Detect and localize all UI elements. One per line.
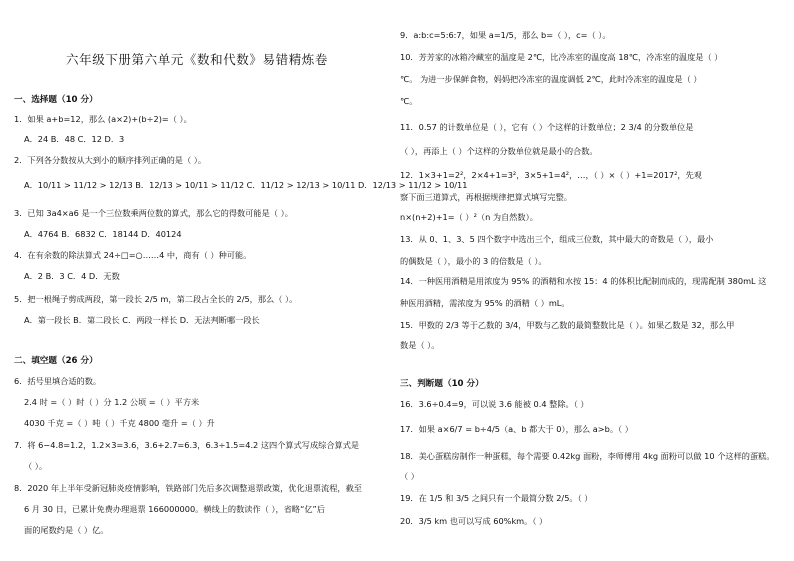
question-line: 13．从 0、1、3、5 四个数字中选出三个，组成三位数，其中最大的奇数是（ ），最小: [400, 234, 714, 244]
question-line: 2．下列各分数按从大到小的顺序排列正确的是（ ）。: [14, 155, 207, 165]
question-continuation: 4030 千克 =（ ）吨（ ）千克 4800 毫升 =（ ）升: [24, 418, 215, 428]
answer-options: A．10/11 > 11/12 > 12/13 B．12/13 > 10/11 > 11/12 C．11/12 > 12/13 > 10/11 D．12/13 > 11/12 > 10/11: [24, 180, 468, 190]
question-line: 19．在 1/5 和 3/5 之间只有一个最简分数 2/5。（ ）: [400, 493, 593, 503]
question-line: 20．3/5 km 也可以写成 60%km。（ ）: [400, 516, 548, 526]
question-line: 12．1×3+1=2²，2×4+1=3²，3×5+1=4²，…，（ ）×（ ）+1=2017²，先观: [400, 170, 702, 180]
question-line: 11．0.57 的计数单位是（ ），它有（ ）个这样的计数单位；2 3/4 的分数单位是: [400, 122, 694, 132]
question-line: 6．括号里填合适的数。: [14, 376, 102, 386]
answer-options: A．2 B．3 C．4 D．无数: [24, 271, 120, 281]
question-line: 1．如果 a+b=12，那么 (a×2)+(b÷2)=（ ）。: [14, 114, 192, 124]
question-continuation: n×(n+2)+1=（ ）²（n 为自然数）。: [400, 212, 538, 222]
question-continuation: ℃。: [400, 96, 418, 106]
question-line: 14．一种医用酒精是用浓度为 95% 的酒精和水按 15：4 的体积比配制而成的，现需配制 380mL 这: [400, 276, 767, 286]
question-continuation: 2.4 时 =（ ）时（ ）分 1.2 公顷 =（ ）平方米: [24, 397, 200, 407]
question-line: 17．如果 a×6/7 = b÷4/5（a、b 都大于 0），那么 a>b。（ ）: [400, 424, 633, 434]
section-heading: 二、填空题（26 分）: [14, 356, 98, 366]
question-line: 5．把一根绳子剪成两段，第一段长 2/5 m，第二段占全长的 2/5，那么（ ）。: [14, 294, 298, 304]
question-line: 15．甲数的 2/3 等于乙数的 3/4，甲数与乙数的最简整数比是（ ）。如果乙数是 32，那么甲: [400, 320, 735, 330]
question-line: 9．a:b:c=5:6:7，如果 a=1/5，那么 b=（ ），c=（ ）。: [400, 30, 611, 40]
question-continuation: 数是（ ）。: [400, 340, 440, 350]
answer-options: A．24 B．48 C．12 D．3: [24, 134, 125, 144]
question-continuation: 6 月 30 日，已累计免费办理退票 166000000。横线上的数读作（ ），省略“亿”后: [24, 504, 325, 514]
question-line: 7．将 6−4.8=1.2，1.2×3=3.6，3.6+2.7=6.3，6.3÷1.5=4.2 这四个算式写成综合算式是: [14, 440, 360, 450]
question-line: 3．已知 3a4×a6 是一个三位数乘两位数的算式，那么它的得数可能是（ ）。: [14, 208, 293, 218]
question-continuation: （ ）: [400, 471, 419, 481]
question-continuation: 面的尾数约是（ ）亿。: [24, 525, 109, 535]
question-continuation: 的偶数是（ ），最小的 3 的倍数是（ ）。: [400, 256, 547, 266]
question-line: 8．2020 年上半年受新冠肺炎疫情影响，铁路部门先后多次调整退票政策，优化退票流程，截至: [14, 483, 362, 493]
question-line: 10．芳芳家的冰箱冷藏室的温度是 2℃，比冷冻室的温度高 18℃，冷冻室的温度是（ ）: [400, 52, 723, 62]
answer-options: A．4764 B．6832 C．18144 D．40124: [24, 229, 182, 239]
right-column: [400, 0, 788, 561]
question-continuation: （ ）。: [24, 461, 48, 471]
question-continuation: 察下面三道算式，再根据规律把算式填写完整。: [400, 192, 572, 202]
question-continuation: 种医用酒精，需浓度为 95% 的酒精（ ）mL。: [400, 298, 570, 308]
question-line: 4．在有余数的除法算式 24÷□=○……4 中，商有（ ）种可能。: [14, 250, 252, 260]
page-title: 六年级下册第六单元《数和代数》易错精炼卷: [66, 52, 329, 67]
question-line: 16．3.6÷0.4=9，可以说 3.6 能被 0.4 整除。（ ）: [400, 399, 589, 409]
answer-options: A．第一段长 B．第二段长 C．两段一样长 D．无法判断哪一段长: [24, 315, 260, 325]
section-heading: 一、选择题（10 分）: [14, 95, 98, 105]
section-heading: 三、判断题（10 分）: [400, 379, 484, 389]
question-line: 18．美心蛋糕房制作一种蛋糕，每个需要 0.42kg 面粉，李师傅用 4kg 面粉可以做 10 个这样的蛋糕。: [400, 451, 775, 461]
question-continuation: ℃。 为进一步保鲜食物，妈妈把冷冻室的温度调低 2℃，此时冷冻室的温度是（ ）: [400, 74, 702, 84]
question-continuation: （ ），再添上（ ）个这样的分数单位就是最小的合数。: [400, 146, 598, 156]
